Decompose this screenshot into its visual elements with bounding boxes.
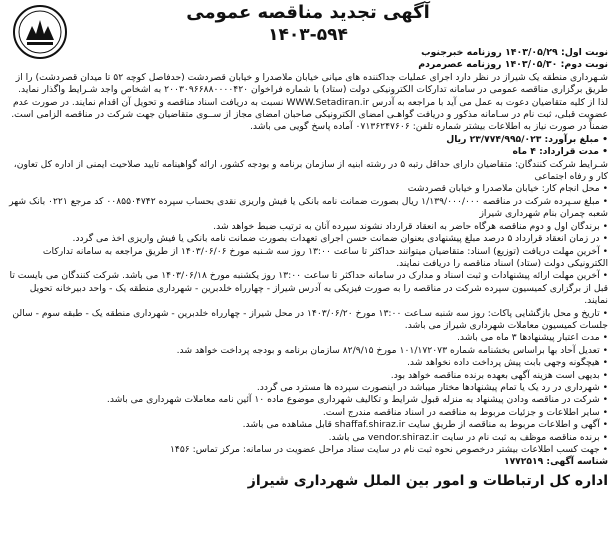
- notice-number: ۱۴۰۳-۵۹۴: [268, 25, 348, 45]
- list-item: • در زمان انعقاد قرارداد ۵ درصد مبلغ پیشنهادی بعنوان ضمانت حسن اجرای تعهدات بصورت ضمانت نامه بانکی یا فیش واریزی اخذ می گردد.: [72, 233, 608, 245]
- list-item: • مدت قرارداد: ۴ ماه: [512, 146, 608, 158]
- list-item: • تاریخ و محل بازگشایی پاکات: روز سه شنبه سـاعت ۱۳:۰۰ مورخ ۱۴۰۳/۰۶/۲۰ در محل شیراز - چهارراه خلدبرین - شهرداری منطقه یک - طبقه سوم - سالن جلسات کمیسیون معاملات شهرداری شیراز می باشد.: [12, 307, 608, 331]
- list-item: • برندگان اول و دوم مناقصه هرگاه حاضر به انعقاد قرارداد نشوند سپرده آنان به ترتیب ضبط خواهد شد.: [213, 220, 608, 232]
- shiraz-municipality-logo-icon: [12, 4, 68, 60]
- list-item: • هیچگونه وجهی بابت پیش پرداخت داده نخواهد شد.: [406, 357, 608, 369]
- list-item: • بدیهی است هزینه آگهی بعهده برنده مناقصه خواهد بود.: [390, 369, 608, 381]
- intro-paragraph: شـهرداری منطقه یک شیراز در نظر دارد اجرای عملیات جداکننده های میانی خیابان ملاصدرا و خیابان قصردشت (حدفاصل کوچه ۵۲ تا میدان قصردشت) را از طریق برگزاری مناقصه عمومی در سامانه تدارکات الکترونیکی دولت (ستاد) با شماره فراخوان ۲۰۰۳۰۹۶۶۸۸۰۰۰۰۴۲۰ به اشخاص واجد شـرایط واگذار نماید. لذا از کلیه متقاضیان دعوت به عمل می آید با مراجعه به آدرس WWW.Setadiran.ir نسبت به دریافت اسناد مناقصه و تحویل آن اقدام نمایند. در صورت عدم عضویت قبلی، ثبت نام در سـامانه مذکور و دریافت گواهـی امضای الکترونیکی صاحبان امضای مجاز از ســوی متقاضیان جهت شرکت در مناقصه الزامی است. ضمناً در صورت نیاز به اطلاعات بیشتر شماره تلفن: ۰۷۱۳۶۲۴۷۶۰۶ آماده پاسخ گویی می باشد.: [11, 71, 608, 133]
- list-item: • سایر اطلاعات و جزئیات مربوط به مناقصه در اسناد مناقصه مندرج است.: [322, 406, 608, 418]
- list-item: • جهت کسب اطلاعات بیشتر درخصوص نحوه ثبت نام در سایت ستاد مراحل عضویت در سامانه: مرکز تماس: ۱۴۵۶: [169, 444, 608, 455]
- issuer-footer: اداره کل ارتباطات و امور بین الملل شهرداری شیراز: [247, 472, 608, 489]
- notice-title: آگهی تجدید مناقصه عمومی: [186, 2, 430, 23]
- publish-turn-1: نوبت اول: ۱۴۰۳/۰۵/۲۹ روزنامه خبرجنوب: [421, 47, 608, 58]
- list-item: • آخرین مهلت ارائه پیشنهادات و ثبت اسناد و مدارک در سامانه حداکثر تا ساعت ۱۳:۰۰ روز یکشنبه مورخ ۱۴۰۳/۰۶/۱۸ می باشد. شرکت کنندگان می بایست تا قبل از برگزاری کمیسیون سپرده شرکت در مناقصه را به صورت فیزیکی به آدرس شیراز - چهارراه خلدبرین - شهرداری منطقه یک - واحد دبیرخانه تحویل نمایند.: [9, 270, 608, 307]
- list-item: • مبلغ برآورد: ۲۳/۷۷۴/۹۹۵/۰۲۳ ریال: [446, 133, 608, 145]
- notice-id: شناسه آگهی: ۱۷۷۲۵۱۹: [503, 456, 608, 468]
- list-item: • محل انجام کار: خیابان ملاصدرا و خیابان قصردشت: [407, 183, 608, 195]
- list-item: • شهرداری در رد یک یا تمام پیشنهادها مختار میباشد در اینصورت سپرده ها مسترد می گردد.: [256, 381, 608, 393]
- list-item: • برنده مناقصه موظف به ثبت نام در سایت vendor.shiraz.ir می باشد.: [328, 431, 608, 443]
- list-item: • مبلغ سـپرده شرکت در مناقصه ۱/۱۳۹/۰۰۰/۰۰۰ ریال بصورت ضمانت نامه بانکی یا فیش واریزی نقدی بحساب سپرده ۰۰۸۵۵۰۴۷۴۲ کد مرجع ۰۲۲۱ بانک شهر شعبه چمران بنام شهرداری شیراز: [9, 195, 608, 220]
- list-item: • تعدیل آحاد بها براساس بخشنامه شماره ۱۰۱/۱۷۲۰۷۳ مورخ ۸۲/۹/۱۵ سازمان برنامه و بودجه پرداخت خواهد شد.: [176, 344, 608, 356]
- list-item: شـرایط شرکت کنندگان: متقاضیان دارای حداقل رتبه ۵ در رشته ابنیه از سازمان برنامه و بودجه کشور، ارائه گواهینامه تایید صلاحیت ایمنی از اداره کل تعاون، کار و رفاه اجتماعی: [13, 158, 608, 183]
- list-item: • آخرین مهلت دریافت (توزیع) اسناد: متقاضیان میتوانند حداکثر تا ساعت ۱۳:۰۰ روز سه شـنبه مورخ ۱۴۰۳/۰۶/۰۶ از طریق مراجعه به سامانه تدارکات الکترونیکی دولت (ستاد) اسناد مناقصه را دریافت نمایند.: [42, 245, 608, 269]
- publish-turn-2: نوبت دوم: ۱۴۰۳/۰۵/۳۰ روزنامه عصرمردم: [418, 59, 608, 71]
- notice-body: [8, 72, 608, 469]
- list-item: • آگهی و اطلاعات مربوط به مناقصه از طریق سایت shaffaf.shiraz.ir قابل مشاهده می باشد.: [242, 419, 608, 431]
- list-item: • شرکت در مناقصه ودادن پیشنهاد به منزله قبول شرایط و تکالیف شهرداری موضوع ماده ۱۰ آئین نامه معاملات شهرداری می باشد.: [106, 394, 608, 406]
- list-item: • مدت اعتبار پیشنهادها ۳ ماه می باشد.: [456, 332, 608, 344]
